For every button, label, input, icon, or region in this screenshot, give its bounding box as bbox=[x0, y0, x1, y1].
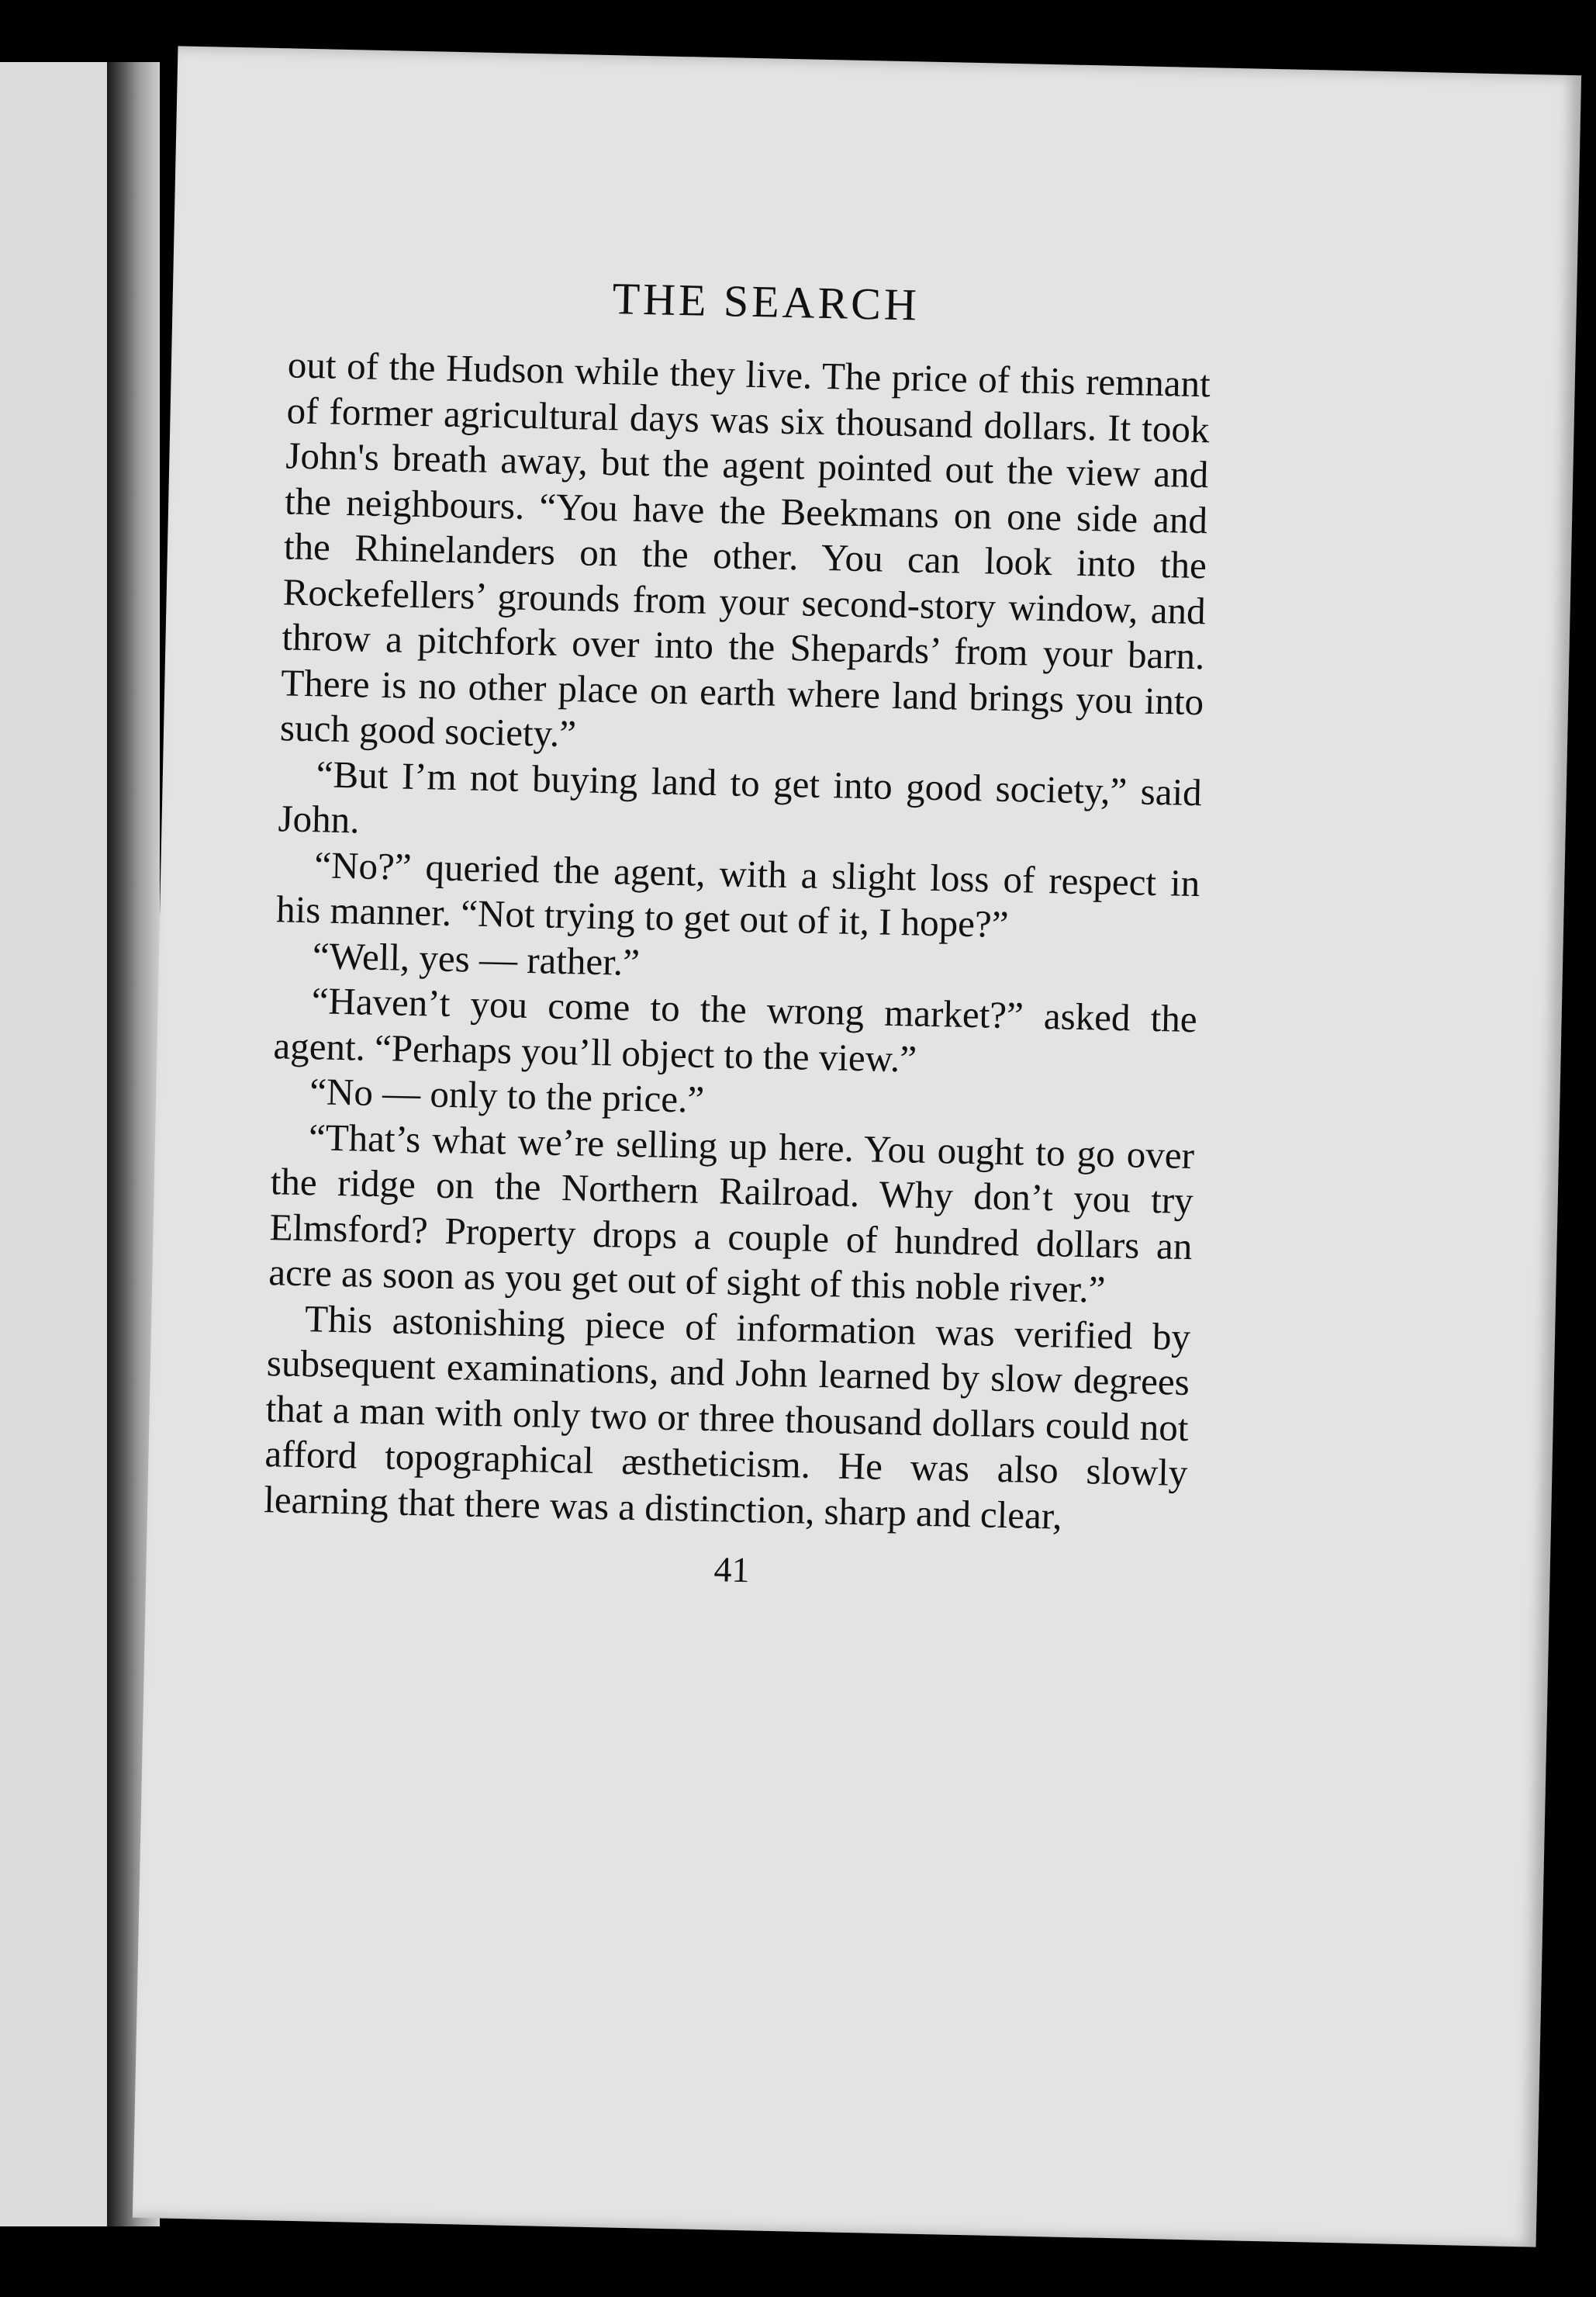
page-number: 41 bbox=[713, 1549, 751, 1590]
paragraph: “But I’m not buying land to get into good society,” said John. bbox=[278, 752, 1203, 842]
page-text-block bbox=[262, 265, 1212, 1600]
paragraph: “Well, yes — rather.” bbox=[312, 933, 641, 984]
left-page-edge bbox=[0, 62, 116, 2226]
body-text bbox=[264, 342, 1211, 1541]
paragraph: “No?” queried the agent, with a slight loss of respect in his manner. “Not trying to get out of it, I hope?” bbox=[275, 842, 1200, 946]
paragraph: “That’s what we’re selling up here. You ought to go over the ridge on the Northern Railroad. Why don’t you try Elmsford? Property drops a couple of hundred dollars an acre as soon as you get out of sight of this noble river.” bbox=[268, 1115, 1195, 1311]
paragraph: “No — only to the price.” bbox=[309, 1070, 705, 1121]
paragraph: This astonishing piece of information was verified by subsequent examinations, and John learned by slow degrees that a man with only two or three thousand dollars could not afford topographical æstheticism. He was also slowly learning that there was a distinction, sharp and clear, bbox=[263, 1296, 1191, 1538]
running-head: THE SEARCH bbox=[612, 273, 921, 330]
paragraph: “Haven’t you come to the wrong market?” asked the agent. “Perhaps you’ll object to the view.” bbox=[272, 979, 1198, 1081]
paragraph-continued: out of the Hudson while they live. The price of this remnant of former agricultural days was six thousand dollars. It took John's breath away, but the agent pointed out the view and the neighbours. “You have the Beekmans on one side and the Rhinelanders on the other. You can look into the Rockefellers’ grounds from your second-story window, and throw a pitchfork over into the Shepards’ from your barn. There is no other place on earth where land brings you into such good society.” bbox=[279, 343, 1211, 756]
book-page bbox=[133, 46, 1581, 2247]
